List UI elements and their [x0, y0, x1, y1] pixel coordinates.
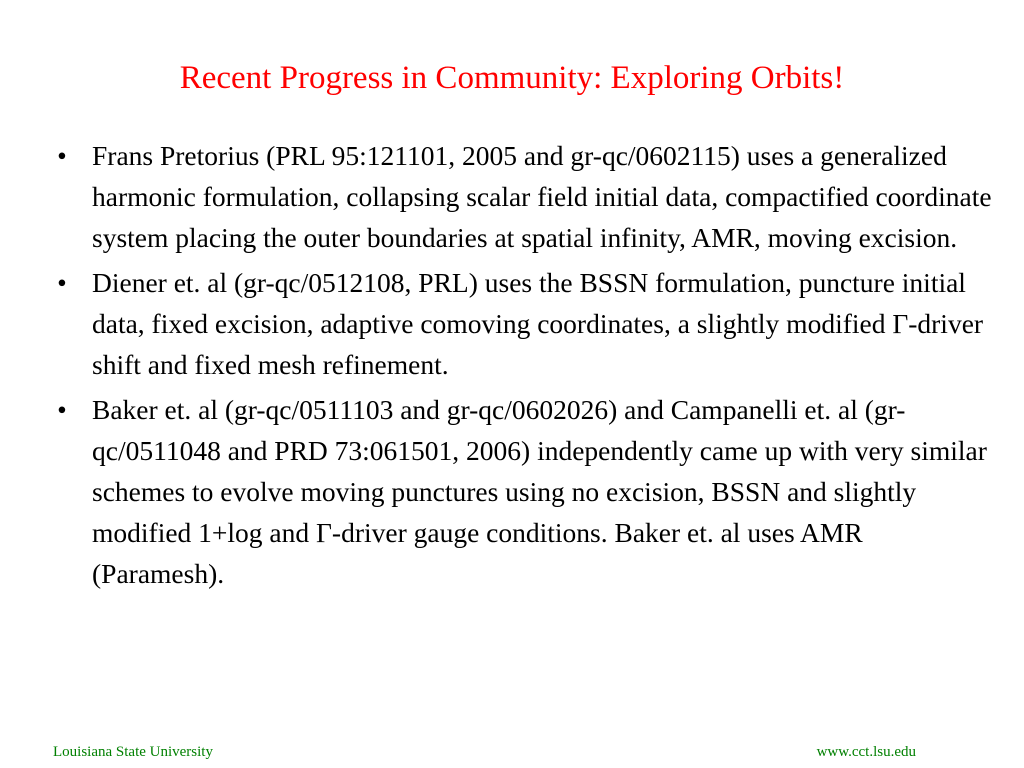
bullet-text: Diener et. al (gr-qc/0512108, PRL) uses the BSSN formulation, puncture initial data, fixed excision, adaptive comoving coordinates, a slightly modified Γ-driver shift and fixed mesh refinement. — [92, 267, 984, 380]
bullet-text: Frans Pretorius (PRL 95:121101, 2005 and gr-qc/0602115) uses a generalized harmonic formulation, collapsing scalar field initial data, compactified coordinate system placing the outer boundaries at spatial infinity, AMR, moving excision. — [92, 140, 992, 253]
slide-title: Recent Progress in Community: Exploring Orbits! — [179, 60, 845, 96]
bullet-item — [52, 262, 997, 385]
bullet-list — [52, 135, 997, 598]
bullet-marker: • — [57, 267, 67, 298]
bullet-text: Baker et. al (gr-qc/0511103 and gr-qc/0602026) and Campanelli et. al (gr- qc/0511048 and PRD 73:061501, 2006) independently came up with very similar schemes to evolve moving punctures using no excision, BSSN and slightly modified 1+log and Γ-driver gauge conditions. Baker et. al uses AMR (Paramesh). — [92, 394, 987, 589]
bullet-item — [52, 389, 997, 594]
bullet-marker: • — [57, 394, 67, 425]
footer-institution: Louisiana State University — [53, 744, 213, 760]
bullet-marker: • — [57, 140, 67, 171]
footer-website: www.cct.lsu.edu — [816, 744, 916, 760]
bullet-item — [52, 135, 997, 258]
